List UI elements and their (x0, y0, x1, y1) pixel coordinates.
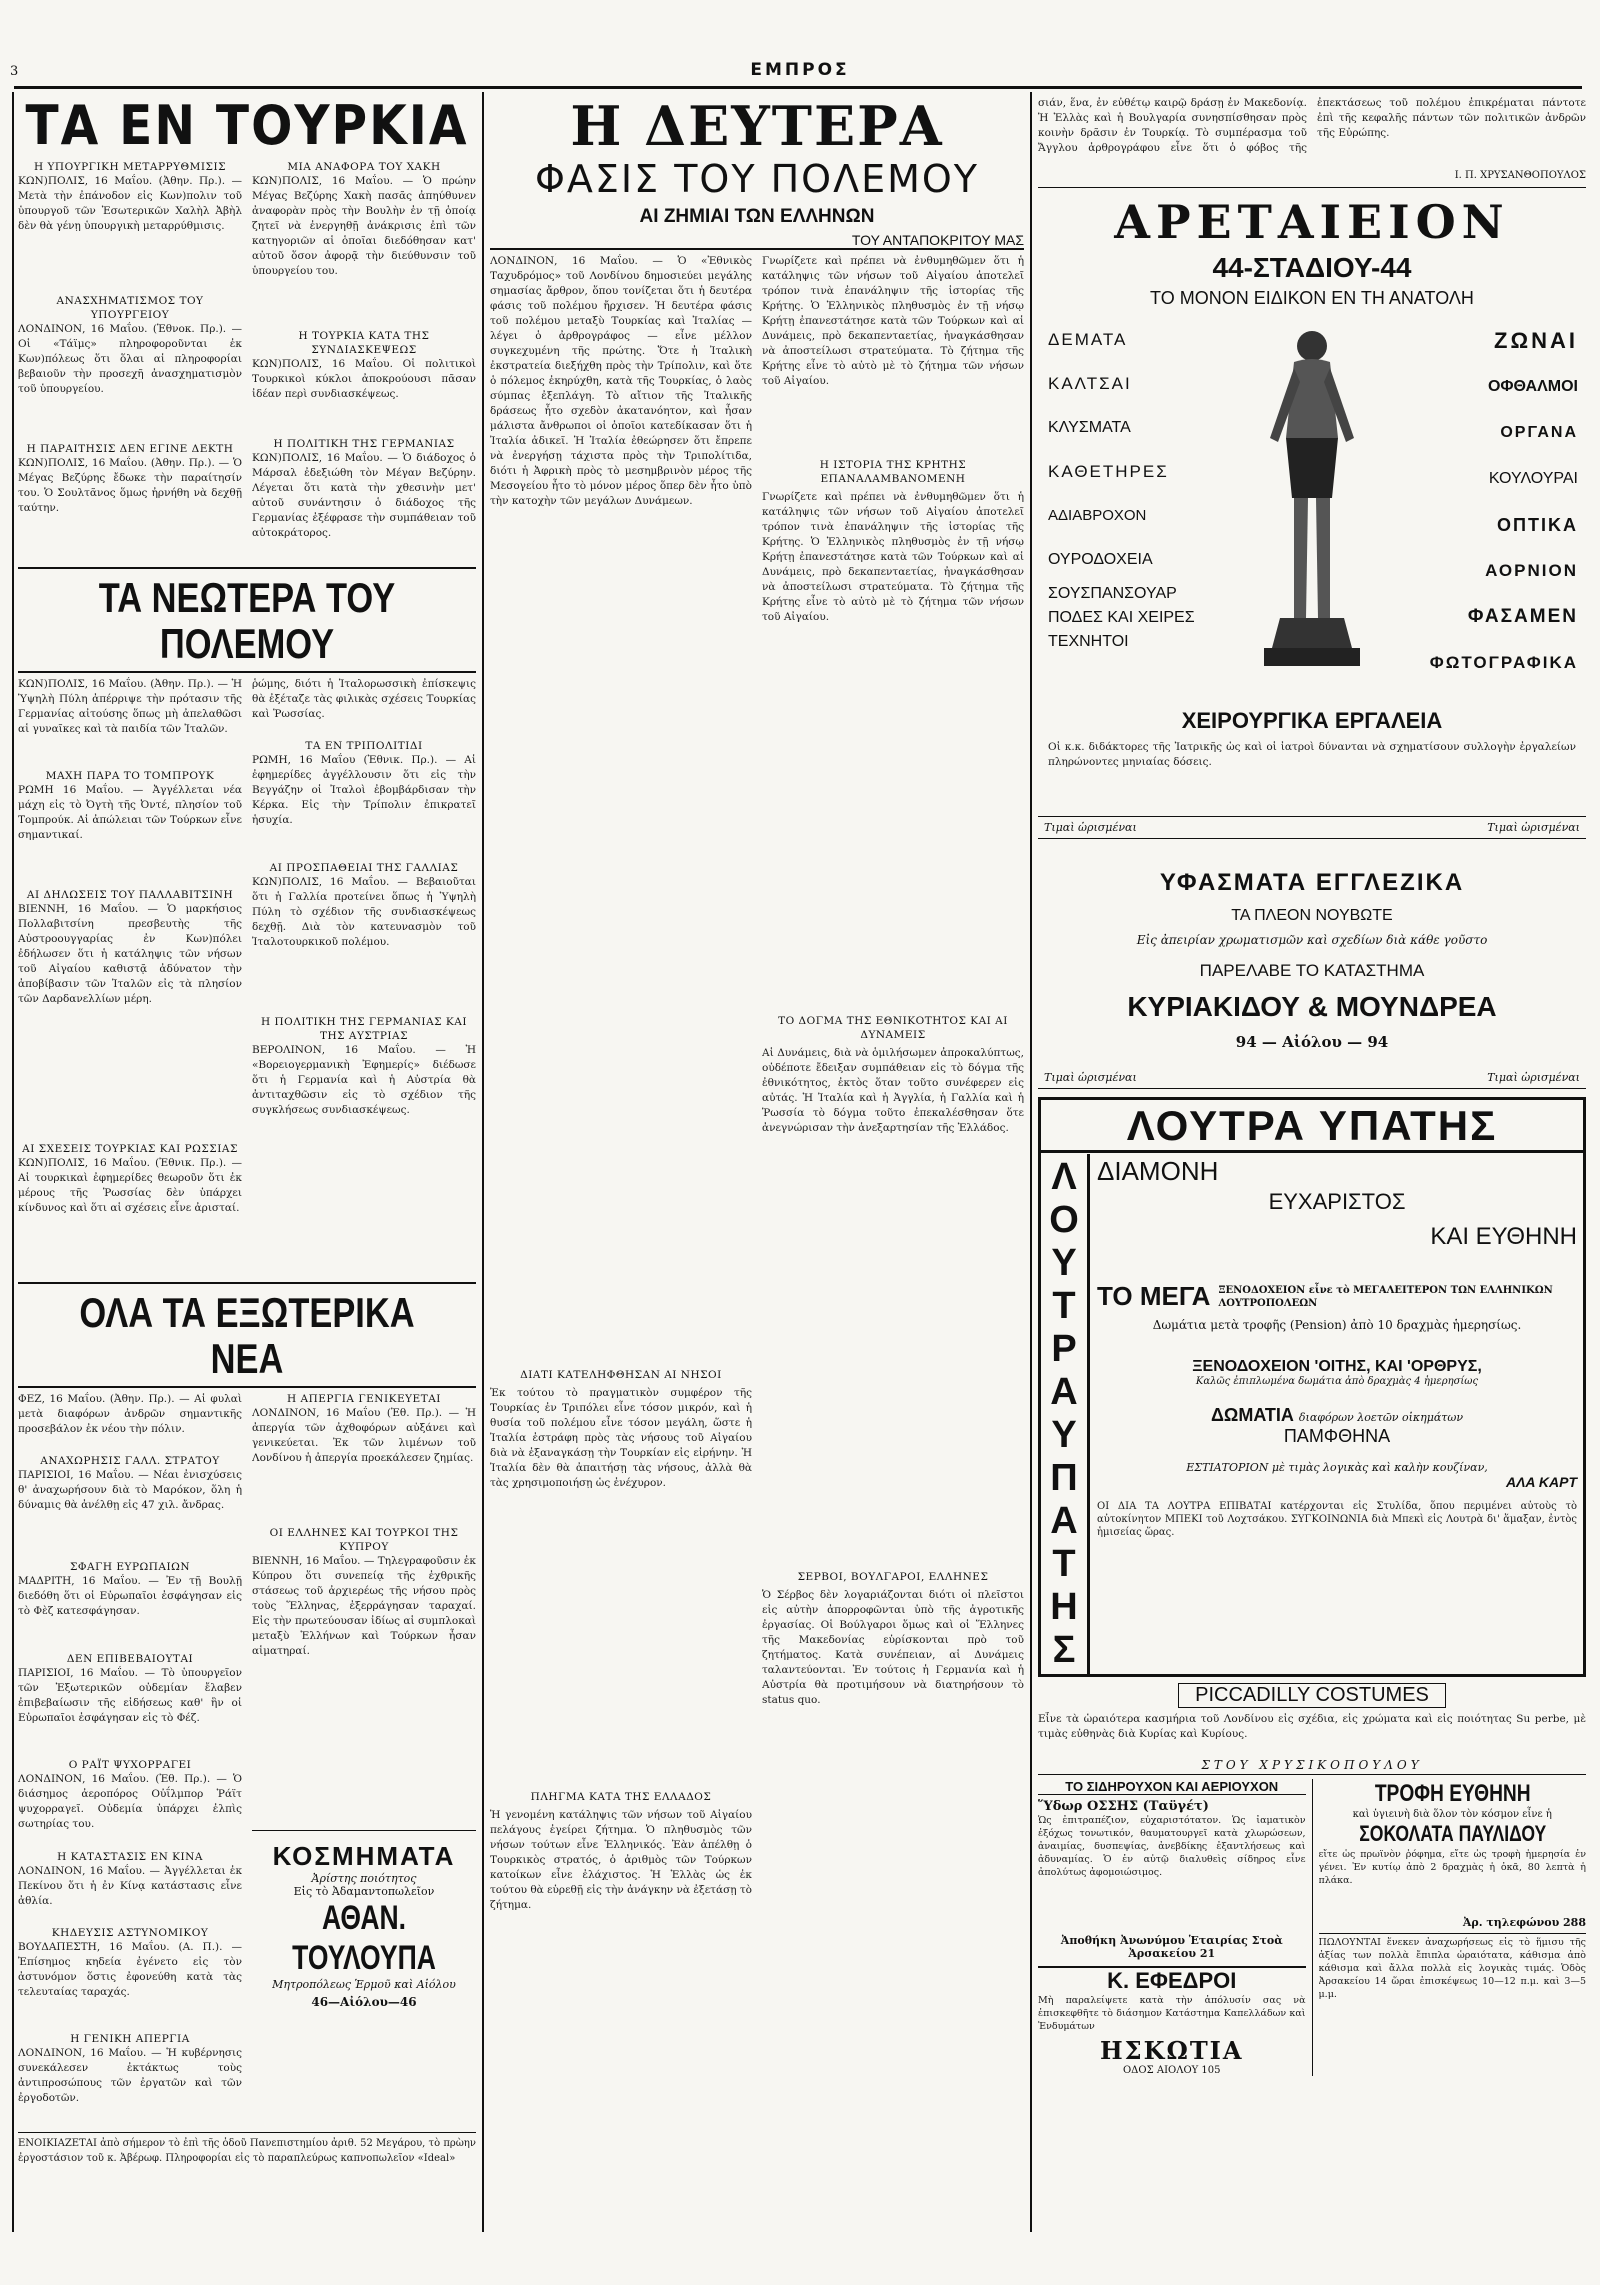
article-text: ΠΑΡΙΣΙΟΙ, 16 Μαΐου. — Τὸ ὑπουργεῖον τῶν Ἐξωτερικῶν οὐδεμίαν ἔλαβεν ἐπιβεβαίωσιν τῆς εἰδήσεως καθ' ἣν οἱ Εὐρωπαῖοι ἐσφάγησαν εἰς τὸ Φέζ. (18, 1667, 242, 1724)
section-heading: ΑΝΑΣΧΗΜΑΤΙΣΜΟΣ ΤΟΥ ΥΠΟΥΡΓΕΙΟΥ (56, 295, 204, 321)
vertical-letter: Υ (1051, 1242, 1077, 1284)
ad-item: ΑΟΡΝΙΟΝ (1485, 561, 1578, 580)
article-text: ΡΩΜΗ, 16 Μαΐου (Ἑθνικ. Πρ.). — Αἱ ἐφημερίδες ἀγγέλλουσιν ὅτι εἰς τὴν Βεγγάζην οἱ Ἰταλοὶ ἐβομβάρδισαν τὴν Κέρκα. Εἰς τὴν Τρίπολιν ἐπικρατεῖ ἡσυχία. (252, 754, 476, 826)
ypati-cheap: ΚΑΙ ΕΥΘΗΝΗ (1430, 1223, 1577, 1250)
piccadilly-title: PICCADILLY COSTUMES (1178, 1683, 1446, 1708)
section-heading: Η ΚΑΤΑΣΤΑΣΙΣ ΕΝ ΚΙΝΑ (57, 1851, 203, 1863)
masthead: ΕΜΠΡΟΣ (750, 60, 850, 80)
furniture-sale-text: ΠΩΛΟΥΝΤΑΙ ἕνεκεν ἀναχωρήσεως εἰς τὸ ἥμισυ τῆς ἀξίας των πολλὰ ἔπιπλα ὡραιότατα, κάθισμα ἀπὸ κάθισμα καὶ ἄλλα πολλὰ εἰς λογικὰς τιμάς. Ὁδὸς Ἀρσακείου 14 ὥραι ἐπισκέψεως 10—12 π.μ. καὶ 3—5 μ.μ. (1319, 1933, 1587, 2033)
jewelry-ad-title: ΚΟΣΜΗΜΑΤΑ (272, 1841, 456, 1871)
ypati-mega: ΤΟ ΜΕΓΑ (1097, 1281, 1211, 1311)
ad-item: ΚΟΥΛΟΥΡΑΙ (1488, 470, 1578, 487)
section-heading: Η ΠΟΛΙΤΙΚΗ ΤΗΣ ΓΕΡΜΑΝΙΑΣ (273, 438, 455, 450)
main-headline: Η ΔΕΥΤΕΡΑ (570, 96, 944, 158)
ypati-title: ΛΟΥΤΡΑ ΥΠΑΤΗΣ (1041, 1102, 1583, 1153)
article-text: ΚΩΝ)ΠΟΛΙΣ, 16 Μαΐου. Οἱ πολιτικοὶ Τουρκικοὶ κύκλοι ἀποκρούουσι πᾶσαν ἰδέαν περὶ συνδιασκέψεως. (252, 358, 476, 400)
article-text: ΚΩΝ)ΠΟΛΙΣ, 16 Μαΐου. (Ἀθην. Πρ.). — Ἡ Ὑψηλὴ Πύλη ἀπέρριψε τὴν πρότασιν τῆς Γερμανίας αἰτούσης ὅπως μὴ ἀπελαθῶσι αἱ γυναῖκες καὶ τὰ παιδία τῶν Ἰταλῶν. (18, 678, 242, 735)
aretaieion-note: Οἱ κ.κ. διδάκτορες τῆς Ἰατρικῆς ὡς καὶ οἱ ἰατροὶ δύνανται νὰ σχηματίσουν συλλογὴν ἐργαλείων πληρώνοντες μηνιαίας δόσεις. (1048, 741, 1576, 768)
article-text: ΠΑΡΙΣΙΟΙ, 16 Μαΐου. — Νέαι ἐνισχύσεις θ' ἀναχωρήσουν διὰ τὸ Μαρόκον, ὅλη ἡ δύναμις θὰ ἀνέλθῃ εἰς 47 χιλ. ἄνδρας. (18, 1469, 242, 1511)
chocolate-ad-phone: Ἀρ. τηλεφώνου 288 (1462, 1916, 1586, 1929)
chocolate-ad-text2: εἴτε ὡς πρωϊνὸν ῥόφημα, εἴτε ὡς τροφὴ ἡμερησία ἐν γένει. Ἐν κυτίῳ ἀπὸ 2 δραχμὰς ἡ ὀκᾶ, 80 λεπτὰ ἡ πλάκα. (1318, 1849, 1586, 1886)
water-ad-text: Ὡς ἐπιτραπέζιον, εὐχαριστότατον. Ὡς ἰαματικὸν ἐξόχως τονωτικόν, θαυματουργεῖ κατὰ χλωρώσεων, ἀναιμίας, δυσπεψίας, ἀνεβδίκης ἐξαντλήσεως καὶ ἀδυναμίας. Ὁ ἐν αὐτῷ διαλυθεὶς σίδηρος εἶνε ἀπολύτως ἀφομοιώσιμος. (1038, 1815, 1306, 1878)
rule (252, 1830, 476, 1831)
left-border (12, 92, 14, 2232)
piccadilly-text: Εἶνε τὰ ὡραιότερα κασμήρια τοῦ Λονδίνου εἰς σχέδια, εἰς χρώματα καὶ εἰς ποιότητας Su perbe, μὲ τιμὰς εὐθηνὰς διὰ Κυρίας καὶ Κυρίους. (1038, 1713, 1586, 1740)
article-text: ΚΩΝ)ΠΟΛΙΣ, 16 Μαΐου. (Ἐθνικ. Πρ.). — Αἱ τουρκικαὶ ἐφημερίδες θεωροῦν ὅτι ἐκ μέρους τῆς Ῥωσσίας δὲν ὑπάρχει κίνδυνος καὶ ὅτι αἱ σχέσεις εἶνε ἀρισταί. (18, 1157, 242, 1214)
aretaieion-address: 44-ΣΤΑΔΙΟΥ-44 (1212, 252, 1412, 283)
section-heading: ΣΦΑΓΗ ΕΥΡΩΠΑΙΩΝ (69, 1561, 191, 1573)
section-heading: ΔΕΝ ΕΠΙΒΕΒΑΙΟΥΤΑΙ (66, 1653, 194, 1665)
article-text: ΦΕΖ, 16 Μαΐου. (Ἀθην. Πρ.). — Αἱ φυλαὶ μετὰ διαφόρων ἀνδρῶν σημαντικῆς προσεβάλον ἐκ νέου τὴν πόλιν. (18, 1393, 242, 1435)
ypati-rooms: Δωμάτια μετὰ τροφῆς (Pension) ἀπὸ 10 δραχμὰς ἡμερησίως. (1152, 1318, 1522, 1332)
article-text: ΒΟΥΔΑΠΕΣΤΗ, 16 Μαΐου. (Α. Π.). — Ἐπίσημος κηδεία ἐγένετο εἰς τὸν ἀστυνόμον ὅστις ἐφονεύθη κατὰ τὰς τελευταίας ταραχάς. (18, 1941, 242, 1998)
piccadilly-ad (1038, 1683, 1586, 1756)
fixed-prices-label: Τιμαὶ ὡρισμέναι (1044, 821, 1137, 834)
rule (18, 567, 476, 569)
ypati-mega-text: ΞΕΝΟΔΟΧΕΙΟΝ εἶνε τὸ ΜΕΓΑΛΕΙΤΕΡΟΝ ΤΩΝ ΕΛΛΗΝΙΚΩΝ ΛΟΥΤΡΟΠΟΛΕΩΝ (1218, 1284, 1553, 1309)
correspondent-line: ΤΟΥ ΑΝΤΑΠΟΚΡΙΤΟΥ ΜΑΣ (490, 232, 1024, 250)
war-news-columns (18, 677, 476, 1276)
statue-figure-icon (1252, 318, 1372, 678)
vertical-letter: Α (1050, 1371, 1078, 1413)
section-heading: ΣΕΡΒΟΙ, ΒΟΥΛΓΑΡΟΙ, ΕΛΛΗΝΕΣ (797, 1571, 989, 1583)
page-number: 3 (10, 64, 19, 79)
ypati-vertical-title (1045, 1156, 1083, 1672)
fabric-ad-name: ΚΥΡΙΑΚΙΔΟΥ & ΜΟΥΝΔΡΕΑ (1127, 991, 1497, 1022)
article-text: Ἡ γενομένη κατάληψις τῶν νήσων τοῦ Αἰγαίου πελάγους ἐγείρει ζήτημα. Ὁ πληθυσμὸς τῶν νήσων τούτων εἶνε Ἑλληνικός. Ἐὰν ἀπέλθῃ ὁ Τουρκικὸς στρατός, ὁ ἀριθμὸς τῶν Τούρκων κατοίκων εἶνε ἐλάχιστος. Ἡ Ἑλλὰς ὡς ἐκ τούτου θὰ εὑρεθῇ εἰς τὴν ἀνάγκην νὰ ἐξετάσῃ τὸ ζήτημα. (490, 1809, 752, 1911)
fabric-ad (1038, 839, 1586, 1067)
article-continuation: σιάν, ἕνα, ἐν εὐθέτῳ καιρῷ δράσῃ ἐν Μακεδονίᾳ. Ἡ Ἑλλὰς καὶ ἡ Βουλγαρία συνησπίσθησαν πρὸς κοινὴν δρᾶσιν ἐν Τουρκίᾳ. Τὸ συμπέρασμα τοῦ Ἄγγλου ἀρθρογράφου εἶνε ὅτι ὁ φόβος τῆς ἐπεκτάσεως τοῦ πολέμου ἐπικρέμαται πάντοτε ἐπὶ τῆς κεφαλῆς πάντων τῶν πολιτικῶν ἀνδρῶν τῆς Εὐρώπης. (1038, 97, 1586, 154)
article-text: Ὁ Σέρβος δὲν λογαριάζονται διότι οἱ πλεῖστοι εἰς αὐτὴν ἀπορροφῶνται ὑπὸ τῆς ἀγροτικῆς ἐργασίας. Οἱ Βούλγαροι ὅμως καὶ οἱ Ἕλληνες τῆς Μακεδονίας εὑρίσκονται πρὸ τοῦ ζητήματος. Κατὰ συνέπειαν, αἱ Δυνάμεις ταλαντεύονται. Ἐν τούτοις ἡ Γερμανία καὶ ἡ Αὐστρία θὰ προτιμήσουν νὰ διατηρήσουν τὸ status quo. (762, 1589, 1024, 1706)
section-heading: ΑΙ ΠΡΟΣΠΑΘΕΙΑΙ ΤΗΣ ΓΑΛΛΙΑΣ (269, 862, 459, 874)
vertical-letter: Α (1050, 1500, 1078, 1542)
section-heading: Η ΠΟΛΙΤΙΚΗ ΤΗΣ ΓΕΡΜΑΝΙΑΣ ΚΑΙ ΤΗΣ ΑΥΣΤΡΙΑΣ (260, 1016, 467, 1042)
ad-item: ΟΦΘΑΛΜΟΙ (1487, 378, 1578, 395)
ad-item: ΦΑΣΑΜΕΝ (1467, 606, 1578, 627)
article-text: ΚΩΝ)ΠΟΛΙΣ, 16 Μαΐου. — Ὁ διάδοχος ὁ Μάρσαλ ἐδεξιώθη τὸν Μέγαν Βεζύρην. Λέγεται ὅτι κατὰ τὴν χθεσινὴν μετ' αὐτοῦ συνάντησιν ὁ διάδοχος τῆς Γερμανίας ἐξέφρασε τὴν συμπάθειαν τοῦ αὐτοκράτορος. (252, 452, 476, 539)
section-heading: Η ΥΠΟΥΡΓΙΚΗ ΜΕΤΑΡΡΥΘΜΙΣΙΣ (33, 161, 227, 173)
ad-item: ΑΔΙΑΒΡΟΧΟΝ (1048, 507, 1147, 524)
article-text: ΛΟΝΔΙΝΟΝ, 16 Μαΐου. (Ἐθ. Πρ.). — Ὁ διάσημος ἀεροπόρος Οὐΐλμπορ Ῥάϊτ ψυχορραγεῖ. Οὐδεμία ὑπάρχει ἐλπὶς σωτηρίας του. (18, 1773, 242, 1830)
article-text: ΒΙΕΝΝΗ, 16 Μαΐου. — Τηλεγραφοῦσιν ἐκ Κύπρου ὅτι συνεπείᾳ τῆς ἐχθρικῆς στάσεως τοῦ ἀρχιερέως τῆς νήσου πρὸς τοὺς Ἕλληνας, ἐξερράγησαν ταραχαί. Εἰς τὴν πρωτεύουσαν ἰδίως αἱ συμπλοκαὶ μεταξὺ Ἑλλήνων καὶ Τούρκων ἦσαν αἱματηραί. (252, 1555, 476, 1657)
chocolate-ad-title: ΤΡΟΦΗ ΕΥΘΗΝΗ (1374, 1780, 1531, 1807)
vertical-letter: Υ (1051, 1414, 1077, 1456)
article-text: ΛΟΝΔΙΝΟΝ, 16 Μαΐου. — Ἀγγέλλεται ἐκ Πεκίνου ὅτι ἡ ἐν Κίνᾳ κατάστασις εἶνε ἀθλία. (18, 1865, 242, 1907)
ypati-alacarte: ΑΛΑ ΚΑΡΤ (1505, 1474, 1577, 1490)
section-heading: Ο ΡΑΪΤ ΨΥΧΟΡΡΑΓΕΙ (68, 1759, 192, 1771)
rule (18, 2132, 476, 2133)
jewelry-ad-line: Εἰς τὸ Ἀδαμαντοπωλεῖον (293, 1885, 435, 1898)
ad-item: ΟΡΓΑΝΑ (1500, 424, 1578, 441)
section-heading: ΑΙ ΣΧΕΣΕΙΣ ΤΟΥΡΚΙΑΣ ΚΑΙ ΡΩΣΣΙΑΣ (22, 1143, 238, 1155)
left-column (18, 96, 476, 2276)
jewelry-ad-number: 46—Αἰόλου—46 (311, 1995, 417, 2009)
section-heading: Η ΑΠΕΡΓΙΑ ΓΕΝΙΚΕΥΕΤΑΙ (287, 1393, 441, 1405)
article-text: ΚΩΝ)ΠΟΛΙΣ, 16 Μαΐου. (Ἀθην. Πρ.). — Μετὰ τὴν ἐπάνοδον εἰς Κων)πολιν τοῦ ὑπουργοῦ τῶν Ἐσωτερικῶν Χαλὴλ Ἀβὴλ δὲν θὰ γένῃ ὑπουργικὴ μεταρρύθμισις. (18, 175, 242, 232)
ad-item: ΠΟΔΕΣ ΚΑΙ ΧΕΙΡΕΣ (1048, 609, 1195, 626)
vertical-letter: Ο (1049, 1199, 1079, 1241)
ypati-dom: ΔΩΜΑΤΙΑ (1210, 1405, 1294, 1425)
chocolate-ad-text: καὶ ὑγιεινὴ διὰ ὅλον τὸν κόσμον εἶνε ἡ (1352, 1809, 1552, 1820)
column-divider (482, 92, 484, 2232)
fabric-ad-line: Εἰς ἀπειρίαν χρωματισμῶν καὶ σχεδίων διὰ κάθε γοῦστο (1136, 933, 1488, 947)
section-heading: ΑΝΑΧΩΡΗΣΙΣ ΓΑΛΛ. ΣΤΡΑΤΟΥ (40, 1455, 220, 1467)
section-heading: ΔΙΑΤΙ ΚΑΤΕΛΗΦΘΗΣΑΝ ΑΙ ΝΗΣΟΙ (520, 1369, 722, 1381)
foreign-news-columns (18, 1392, 476, 2126)
vertical-letter: Τ (1052, 1543, 1076, 1585)
section-heading: ΠΛΗΓΜΑ ΚΑΤΑ ΤΗΣ ΕΛΛΑΔΟΣ (530, 1791, 712, 1803)
article-text: ΒΕΡΟΛΙΝΟΝ, 16 Μαΐου. — Ἡ «Βορειογερμανικὴ Ἐφημερίς» διέδωσε ὅτι ἡ Γερμανία καὶ ἡ Αὐστρία θὰ ἀντιταχθῶσιν εἰς τὸ σχέδιον τῆς συγκλήσεως συνδιασκέψεως. (252, 1044, 476, 1116)
section-heading: Η ΤΟΥΡΚΙΑ ΚΑΤΑ ΤΗΣ ΣΥΝΔΙΑΣΚΕΨΕΩΣ (298, 330, 430, 356)
ypati-pleasant: ΕΥΧΑΡΙΣΤΟΣ (1268, 1189, 1406, 1214)
middle-column (490, 96, 1024, 2276)
article-text: ΛΟΝΔΙΝΟΝ, 16 Μαΐου (Ἐθ. Πρ.). — Ἡ ἀπεργία τῶν ἀχθοφόρων αὐξάνει καὶ γενικεύεται. Ἐκ τῶν λιμένων τοῦ Λονδίνου ἡ ἀπεργία προεκάλεσεν ζημίας. (252, 1407, 476, 1464)
vertical-letter: Σ (1052, 1629, 1076, 1671)
section-heading: ΚΗΔΕΥΣΙΣ ΑΣΤΥΝΟΜΙΚΟΥ (51, 1927, 209, 1939)
section-heading: ΤΑ ΕΝ ΤΡΙΠΟΛΙΤΙΔΙ (305, 740, 423, 752)
vertical-letter: Λ (1051, 1156, 1077, 1198)
article-text: ΡΩΜΗ 16 Μαΐου. — Ἀγγέλλεται νέα μάχη εἰς τὸ Ὀγτὴ τῆς Ὀντέ, πλησίον τοῦ Τομπρούκ. Αἱ ἀπώλειαι τῶν Τούρκων εἶνε σημαντικαί. (18, 784, 242, 841)
ad-item: ΖΩΝΑΙ (1494, 328, 1578, 353)
article-text: ΒΙΕΝΝΗ, 16 Μαΐου. — Ὁ μαρκήσιος Πολλαβιτσίνη πρεσβευτὴς τῆς Αὐστροουγγαρίας ἐν Κων)πόλει ἐδήλωσεν ὅτι ἡ κατάληψις τῶν νήσων τοῦ Αἰγαίου καθιστᾷ ἀδύνατον τὴν ἀποβίβασιν τῶν Ἰταλῶν εἰς τὰ πλησίον τῶν Δαρδανελλίων μέρη. (18, 903, 242, 1005)
section-heading: ΟΙ ΕΛΛΗΝΕΣ ΚΑΙ ΤΟΥΡΚΟΙ ΤΗΣ ΚΥΠΡΟΥ (269, 1527, 459, 1553)
rule (18, 671, 476, 673)
ypati-mega-row (1097, 1281, 1577, 1312)
section-heading: Η ΓΕΝΙΚΗ ΑΠΕΡΓΙΑ (70, 2033, 190, 2045)
rule (18, 1386, 476, 1388)
aretaieion-ad (1038, 187, 1586, 817)
water-ad-address: Ἀποθήκη Ἀνωνύμου Ἑταιρίας Στοὰ Ἀρσακείου 21 (1060, 1934, 1283, 1960)
left-subcol-b (252, 160, 476, 561)
reservists-address: ΟΔΟΣ ΑΙΟΛΟΥ 105 (1122, 2065, 1221, 2076)
price-bar (1038, 817, 1586, 839)
ypati-baths-ad (1038, 1097, 1586, 1677)
ypati-hotel: ΞΕΝΟΔΟΧΕΙΟΝ 'ΟΙΤΗΣ, ΚΑΙ 'ΟΡΘΡΥΣ, (1192, 1358, 1482, 1375)
article-text: Γνωρίζετε καὶ πρέπει νὰ ἐνθυμηθῶμεν ὅτι ἡ κατάληψις τῶν νήσων τοῦ Αἰγαίου ἀποτελεῖ τρόπον τινὰ ἐπανάληψιν τῆς ἱστορίας τῆς Κρήτης. Ὁ Ἑλληνικὸς πληθυσμὸς ἐν τῇ νήσῳ Κρήτῃ ἐπανεστάτησε κατὰ τῶν Τούρκων καὶ αἱ Δυνάμεις, πρὸ δεκαπενταετίας, ἠναγκάσθησαν νὰ ἀποστείλωσι στρατεύματα. Τὸ ζήτημα τῆς Κρήτης εἶνε τὸ αὐτὸ μὲ τὸ ζήτημα τῶν νήσων τοῦ Αἰγαίου. (762, 255, 1024, 387)
top-rule (14, 86, 1582, 89)
ad-item: ΟΥΡΟΔΟΧΕΙΑ (1048, 551, 1153, 568)
fabric-ad-address: 94 — Αἰόλου — 94 (1235, 1033, 1389, 1051)
main-headline-line2: ΦΑΣΙΣ ΤΟΥ ΠΟΛΕΜΟΥ (534, 157, 980, 201)
ypati-rooms-row (1097, 1405, 1577, 1426)
ad-item: ΦΩΤΟΓΡΑΦΙΚΑ (1429, 653, 1578, 672)
article-text: ΛΟΝΔΙΝΟΝ, 16 Μαΐου. (Ἑθνοκ. Πρ.). — Οἱ «Τάϊμς» πληροφοροῦνται ἐκ Κων)πόλεως ὅτι ὅλαι αἱ πληροφορίαι βεβαιοῦν τὴν προσεχῆ ἀνασχηματισμὸν τοῦ ὑπουργείου. (18, 323, 242, 395)
jewelry-ad-line: Ἀρίστης ποιότητος (311, 1872, 417, 1885)
divider (1087, 1154, 1090, 1674)
article-text: ΚΩΝ)ΠΟΛΙΣ, 16 Μαΐου. — Βεβαιοῦται ὅτι ἡ Γαλλία προτείνει ὅπως ἡ Ὑψηλὴ Πύλη τὸ σχέδιον τῆς συνδιασκέψεως δεχθῇ. Διὰ τὸν κατευνασμὸν τοῦ Ἰταλοτουρκικοῦ πολέμου. (252, 876, 476, 948)
aretaieion-surgical: ΧΕΙΡΟΥΡΓΙΚΑ ΕΡΓΑΛΕΙΑ (1181, 708, 1443, 733)
jewelry-ad-address: Μητροπόλεως Ἑρμοῦ καὶ Αἰόλου (272, 1978, 456, 1991)
article-text: ΚΩΝ)ΠΟΛΙΣ, 16 Μαΐου. — Ὁ πρώην Μέγας Βεζύρης Χακὴ πασᾶς ἀπηύθυνεν ἀναφορὰν πρὸς τὴν Βουλὴν ἐν τῇ ὁποίᾳ ζητεῖ νὰ ἐνεργηθῇ ἀνάκρισις ἐπὶ τῶν κατηγοριῶν αἱ ὁποῖαι διεδόθησαν κατ' αὐτοῦ ὅσον ἀφορᾷ τὴν διεύθυνσιν τοῦ ὑπουργείου του. (252, 175, 476, 277)
article-text: ΜΑΔΡΙΤΗ, 16 Μαΐου. — Ἐν τῇ Βουλῇ διεδόθη ὅτι οἱ Εὐρωπαῖοι ἐσφάγησαν εἰς τὸ Φὲζ κατεσφάγησαν. (18, 1575, 242, 1617)
vertical-letter: Π (1050, 1457, 1078, 1499)
article-text: ΛΟΝΔΙΝΟΝ, 16 Μαΐου. — Ὁ «Ἐθνικὸς Ταχυδρόμος» τοῦ Λονδίνου δημοσιεύει μεγάλης σημασίας ἄρθρον, ὅπου τονίζεται ὅτι ἡ δευτέρα φάσις τοῦ πολέμου ἤρχισεν. Ἡ δευτέρα φάσις τοῦ πολέμου μεταξὺ Τουρκίας καὶ Ἰταλίας — λέγει ὁ ἀρθρογράφος — εἶνε μέλλον συγκεχυμένη τῆς πρώτης. Ὅτε ἡ Ἰταλικὴ ἐκστρατεία διεξήχθη πρὸς τὴν Τρίπολιν, καὶ ὅτε ὁ πόλεμος ἐκηρύχθη, κατὰ τῆς Τουρκίας, ὁ λαὸς σύμπας ἐξεπλάγη. Τὸ αἴτιον τῆς Ἰταλικῆς δράσεως ἦτο σχεδὸν ἀκατανόητον, καὶ ἦσαν μάλιστα ἄνθρωποι οἱ ὁποῖοι κατεδίκασαν ὅτι ἡ Ἰταλία ἀδικεῖ. Ἡ Ἰταλία ἐθεώρησεν ὅτι ἔπρεπε νὰ ἐνεργήσῃ τάχιστα πρὸς τὴν Τριπολίτιδα, διότι ἡ Ἀφρικὴ πρὸς τὸ μεσημβρινὸν μέρος τῆς Μεσογείου ἦτο τὸ μόνον μέρος ὅπερ δὲν ἦτο ὑπὸ τὴν κατοχὴν τῶν μεγάλων Δυνάμεων. (490, 255, 752, 507)
reservists-text: Μὴ παραλείψετε κατὰ τὴν ἀπόλυσίν σας νὰ ἐπισκεφθῆτε τὸ διάσημον Κατάστημα Καπελλάδων καὶ Ἐνδυμάτων (1038, 1995, 1306, 2032)
reservists-store: ΗΣΚΩΤΙΑ (1099, 2036, 1244, 2065)
aretaieion-right-list (1378, 318, 1578, 686)
vertical-letter: Ρ (1051, 1328, 1077, 1370)
rent-notice: ΕΝΟΙΚΙΑΖΕΤΑΙ ἀπὸ σήμερον τὸ ἐπὶ τῆς ὁδοῦ Πανεπιστημίου ἀριθ. 52 Μεγάρου, τὸ πρὼην ἐργοστάσιον τοῦ κ. Ἀβέρωφ. Πληροφορίαι εἰς τὸ παραπλεύρως καπνοπωλεῖον «Ideal» (18, 2138, 476, 2164)
fixed-prices-label: Τιμαὶ ὡρισμέναι (1487, 821, 1580, 834)
article-text: Αἱ Δυνάμεις, διὰ νὰ ὁμιλήσωμεν ἀπροκαλύπτως, οὐδέποτε ἔδειξαν συμπάθειαν εἰς τὸ δόγμα τῆς ἐθνικότητος, ἐκτὸς ὅταν τοῦτο συνέφερεν εἰς αὐτάς. Ἡ Ἰταλία καὶ ἡ Ἀγγλία, ἡ Γαλλία καὶ ἡ Ῥωσσία τὸ δόγμα τοῦτο ἐπεκαλέσθησαν ὅτε ἀνεγνώρισαν τὴν ἀνεξαρτησίαν τῆς Ἑλλάδος. (762, 1047, 1024, 1134)
aretaieion-title: ΑΡΕΤΑΙΕΙΟΝ (1114, 195, 1510, 249)
water-ad-name: Ὕδωρ ΟΣΣΗΣ (Ταϋγέτ) (1038, 1799, 1209, 1814)
fixed-prices-label: Τιμαὶ ὡρισμέναι (1487, 1071, 1580, 1084)
column-divider (1030, 92, 1032, 2232)
section-heading: Η ΙΣΤΟΡΙΑ ΤΗΣ ΚΡΗΤΗΣ ΕΠΑΝΑΛΑΜΒΑΝΟΜΕΝΗ (819, 459, 967, 485)
ad-item: ΔΕΜΑΤΑ (1048, 330, 1128, 349)
article-text: ΚΩΝ)ΠΟΛΙΣ, 16 Μαΐου. (Ἀθην. Πρ.). — Ὁ Μέγας Βεζύρης ἔδωκε τὴν παραίτησίν του. Ὁ Σουλτᾶνος ὅμως ἠρνήθη νὰ δεχθῇ ταύτην. (18, 457, 242, 514)
war-news-heading: ΤΑ ΝΕΩΤΕΡΑ ΤΟΥ ΠΟΛΕΜΟΥ (98, 574, 396, 667)
ad-item: ΣΟΥΣΠΑΝΣΟΥΑΡ (1048, 585, 1177, 602)
ad-item: ΤΕΧΝΗΤΟΙ (1048, 633, 1129, 650)
jewelry-ad (252, 1835, 476, 2009)
ypati-restaurant: ΕΣΤΙΑΤΟΡΙΟΝ μὲ τιμὰς λογικὰς καὶ καλὴν κουζίναν, (1186, 1461, 1488, 1474)
section-heading: Η ΠΑΡΑΙΤΗΣΙΣ ΔΕΝ ΕΓΙΝΕ ΔΕΚΤΗ (26, 443, 234, 455)
ad-item: ΚΑΘΕΤΗΡΕΣ (1048, 462, 1169, 481)
ad-item: ΟΠΤΙΚΑ (1497, 515, 1578, 535)
ad-item: ΚΛΥΣΜΑΤΑ (1048, 419, 1131, 436)
fabric-ad-sub: ΤΑ ΠΛΕΟΝ ΝΟΥΒΩΤΕ (1231, 907, 1393, 924)
section-heading: ΤΟ ΔΟΓΜΑ ΤΗΣ ΕΘΝΙΚΟΤΗΤΟΣ ΚΑΙ ΑΙ ΔΥΝΑΜΕΙΣ (778, 1015, 1008, 1041)
reservists-title: Κ. ΕΦΕΔΡΟΙ (1038, 1966, 1306, 1994)
fabric-ad-store: ΠΑΡΕΛΑΒΕ ΤΟ ΚΑΤΑΣΤΗΜΑ (1199, 961, 1425, 980)
left-subcol-a (18, 160, 242, 561)
ypati-hotel-text: Καλῶς ἐπιπλωμένα δωμάτια ἀπὸ δραχμὰς 4 ἡμερησίως (1195, 1376, 1479, 1387)
aretaieion-subtitle: ΤΟ ΜΟΝΟΝ ΕΙΔΙΚΟΝ ΕΝ ΤΗ ΑΝΑΤΟΛΗ (1150, 288, 1474, 308)
fabric-ad-title: ΥΦΑΣΜΑΤΑ ΕΓΓΛΕΖΙΚΑ (1159, 869, 1465, 896)
price-bar (1038, 1067, 1586, 1089)
foreign-news-heading: ΟΛΑ ΤΑ ΕΞΩΤΕΡΙΚΑ ΝΕΑ (79, 1289, 415, 1382)
ad-item: ΚΑΛΤΣΑΙ (1048, 374, 1132, 393)
jewelry-ad-name: ΑΘΑΝ. ΤΟΥΛΟΥΠΑ (292, 1899, 436, 1977)
main-subheadline: ΑΙ ΖΗΜΙΑΙ ΤΩΝ ΕΛΛΗΝΩΝ (639, 206, 875, 227)
ypati-note: ΟΙ ΔΙΑ ΤΑ ΛΟΥΤΡΑ ΕΠΙΒΑΤΑΙ κατέρχονται εἰς Στυλίδα, ὅπου περιμένει αὐτοὺς τὸ αὐτοκίνητον ΜΠΕΚΙ τοῦ Λοχτσάκου. ΣΥΓΚΟΙΝΩΝΙΑ διὰ Μπεκὶ εἰς Λουτρὰ δι' ἅμαξαν, ἐντὸς ἡμισείας ὥρας. (1097, 1501, 1577, 1538)
right-column (1038, 96, 1586, 2276)
chrysikopoulos-line: ΣΤΟΥ ΧΡΥΣΙΚΟΠΟΥΛΟΥ (1038, 1756, 1586, 1775)
chocolate-ad-name: ΣΟΚΟΛΑΤΑ ΠΑΥΛΙΔΟΥ (1358, 1821, 1546, 1846)
article-text: Ἐκ τούτου τὸ πραγματικὸν συμφέρον τῆς Τουρκίας ἐν Τριπόλει εἶνε τόσον μικρόν, καὶ ἡ θυσία τοῦ πολέμου εἶνε τόσον μεγάλη, ὥστε ἡ Ἰταλία ἐστράφη πρὸς τὰς νήσους τοῦ Αἰγαίου διὰ νὰ ἐξαναγκάσῃ τὴν Τουρκίαν εἰς εἰρήνην. Ἡ Ἰταλία δὲν θὰ ἀπαιτήσῃ τὰς νήσους, ἀλλὰ θὰ τὰς χρησιμοποιήσῃ ὡς ἐνέχυρον. (490, 1387, 752, 1489)
section-heading: ΑΙ ΔΗΛΩΣΕΙΣ ΤΟΥ ΠΑΛΛΑΒΙΤΣΙΝΗ (26, 889, 234, 901)
section-heading: ΜΑΧΗ ΠΑΡΑ ΤΟ ΤΟΜΠΡΟΥΚ (45, 770, 215, 782)
section-heading: ΜΙΑ ΑΝΑΦΟΡΑ ΤΟΥ ΧΑΚΗ (287, 161, 441, 173)
rule (18, 1282, 476, 1284)
ypati-stay: ΔΙΑΜΟΝΗ (1097, 1156, 1219, 1186)
vertical-letter: Τ (1052, 1285, 1076, 1327)
bottom-ads (1038, 1779, 1586, 2076)
article-text: ΛΟΝΔΙΝΟΝ, 16 Μαΐου. — Ἡ κυβέρνησις συνεκάλεσεν ἐκτάκτως τοὺς ἀντιπροσώπους τῶν ἐργατῶν καὶ τῶν ἐργοδοτῶν. (18, 2047, 242, 2104)
ypati-dom-text: διαφόρων λοετῶν οἰκημάτων (1298, 1411, 1464, 1424)
aretaieion-left-list (1048, 318, 1248, 654)
vertical-letter: Η (1050, 1586, 1078, 1628)
main-article-columns (490, 254, 1024, 2276)
ypati-body (1097, 1156, 1577, 1556)
fixed-prices-label: Τιμαὶ ὡρισμέναι (1044, 1071, 1137, 1084)
article-text: ῥώμης, διότι ἡ Ἰταλορωσσικὴ ἐπίσκεψις θὰ ἐξέταζε τὰς φιλικὰς σχέσεις Τουρκίας καὶ Ῥωσσίας. (252, 678, 476, 720)
turkey-heading: ΤΑ ΕΝ ΤΟΥΡΚΙΑ (25, 96, 469, 157)
article-text: Γνωρίζετε καὶ πρέπει νὰ ἐνθυμηθῶμεν ὅτι ἡ κατάληψις τῶν νήσων τοῦ Αἰγαίου ἀποτελεῖ τρόπον τινὰ ἐπανάληψιν τῆς ἱστορίας τῆς Κρήτης. Ὁ Ἑλληνικὸς πληθυσμὸς ἐν τῇ νήσῳ Κρήτῃ ἐπανεστάτησε κατὰ τῶν Τούρκων καὶ αἱ Δυνάμεις, πρὸ δεκαπενταετίας, ἠναγκάσθησαν νὰ ἀποστείλωσι στρατεύματα. Τὸ ζήτημα τῆς Κρήτης εἶνε τὸ αὐτὸ μὲ τὸ ζήτημα τῶν νήσων τοῦ Αἰγαίου. (762, 491, 1024, 623)
author-signature: Ι. Π. ΧΡΥΣΑΝΘΟΠΟΥΛΟΣ (1454, 170, 1586, 181)
ypati-cheap-rooms: ΠΑΜΦΘΗΝΑ (1283, 1426, 1391, 1446)
water-ad-title: ΤΟ ΣΙΔΗΡΟΥΧΟΝ ΚΑΙ ΑΕΡΙΟΥΧΟΝ (1038, 1779, 1306, 1795)
